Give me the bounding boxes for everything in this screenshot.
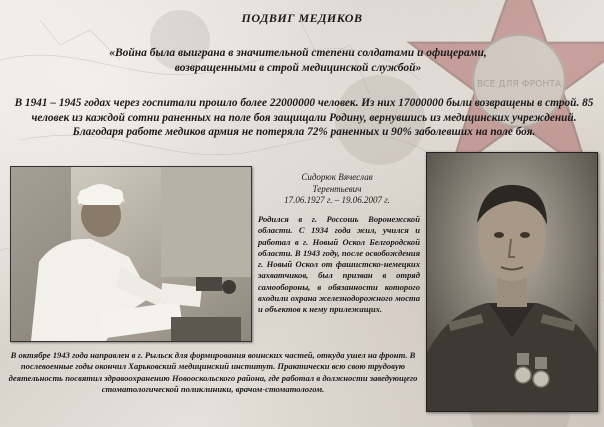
person-biography-continued: В октябре 1943 года направлен в г. Рыльск для формирования воинских частей, откуда ушел на фронт. В послевоенные годы окончил Харьковский медицинский институт. Практически всю свою трудовую деятельность посвятил здравоохранению Новооскольского района, где работал в должности заведующего стоматологической поликлиники, врачом-стоматологом.: [8, 350, 418, 395]
person-name-line2: Терентьевич: [312, 183, 362, 194]
intro-paragraph: В 1941 – 1945 годах через госпитали прошло более 22000000 человек. Из них 17000000 были возвращены в строй. 85 человек из каждой сотни раненных на поле боя защищали Родину, вернувшись из медицинских учреждений. Благодаря работе медиков армия не потеряла 72% раненных и 90% заболевших на поле боя.: [14, 97, 594, 138]
quote: «Война была выиграна в значительной степени солдатами и офицерами, возвращенными в строй медицинской службой»: [109, 47, 487, 74]
doctor-photo: [10, 166, 252, 342]
person-name-line1: Сидорюк Вячеслав: [301, 172, 373, 182]
person-dates: 17.06.1927 г. – 19.06.2007 г.: [284, 195, 390, 205]
soldier-portrait: [426, 152, 598, 412]
page-title: ПОДВИГ МЕДИКОВ: [241, 11, 363, 25]
star-badge-text: ВСЕ ДЛЯ ФРОНТА: [476, 78, 562, 90]
person-caption: [256, 172, 418, 207]
person-biography: Родился в г. Россошь Воронежской области. С 1934 года жил, учился и работал в г. Новый Оскол Белгородской области. В 1943 году, после освобождения г. Новый Оскол от фашистско-немецких захватчиков, был призван в отряд самообороны, в обязанности которого входили охрана железнодорожного моста и объектов к нему прилежащих.: [258, 214, 420, 315]
